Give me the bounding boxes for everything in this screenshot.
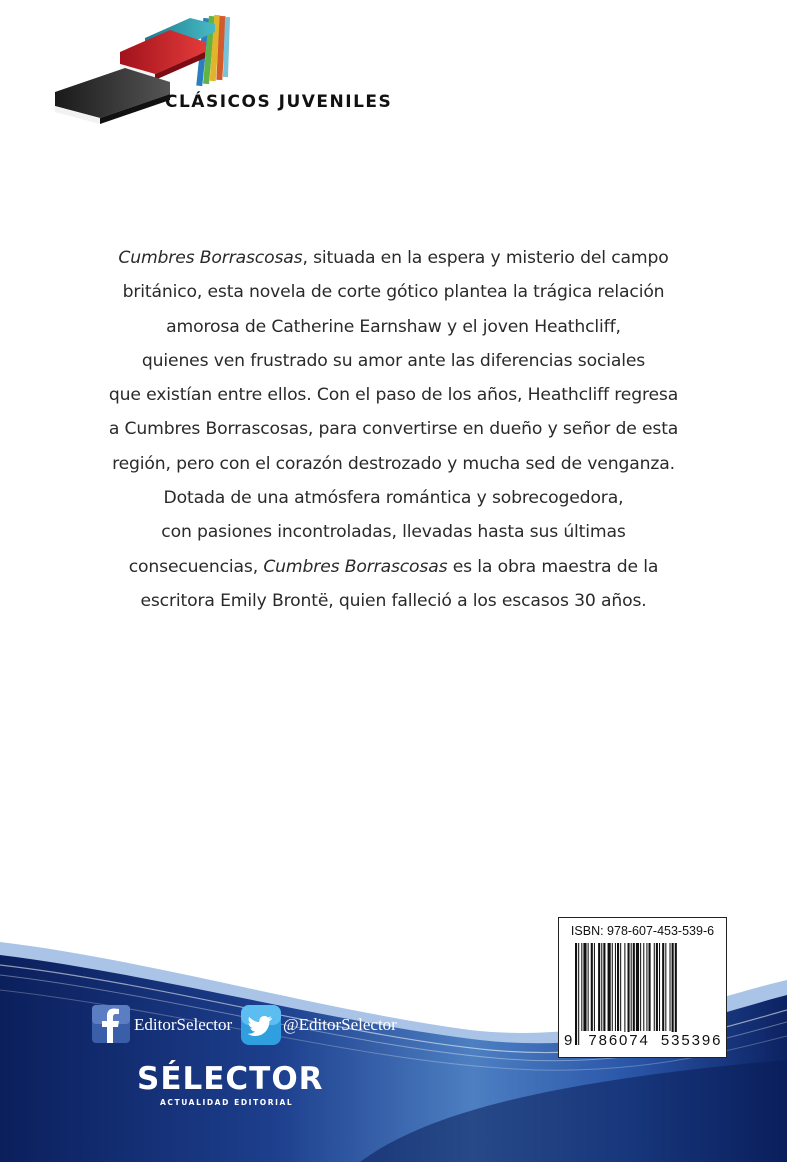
- barcode-bar: [656, 943, 658, 1031]
- barcode-digit-first: 9: [564, 1032, 575, 1049]
- barcode-bar: [581, 943, 582, 1031]
- barcode-bars: [573, 943, 719, 1045]
- barcode-digits: [563, 1032, 723, 1049]
- barcode-bar: [628, 943, 630, 1045]
- twitter-handle: @EditorSelector: [283, 1015, 397, 1034]
- barcode-bar: [591, 943, 593, 1031]
- barcode-bar: [612, 943, 613, 1031]
- facebook-link[interactable]: [92, 1005, 232, 1045]
- barcode-bar: [583, 943, 586, 1031]
- synopsis-line-text: británico, esta novela de corte gótico plantea la trágica relación: [122, 282, 665, 303]
- barcode-bar: [675, 943, 677, 1045]
- barcode-bar: [665, 943, 666, 1031]
- barcode-bar: [617, 943, 619, 1031]
- synopsis-line-text: que existían entre ellos. Con el paso de los años, Heathcliff regresa: [108, 385, 679, 406]
- barcode-bar: [662, 943, 664, 1031]
- barcode-bar: [624, 943, 625, 1045]
- barcode-bar: [654, 943, 655, 1031]
- barcode-bar: [670, 943, 671, 1031]
- synopsis-line-text: amorosa de Catherine Earnshaw y el joven Heathcliff,: [166, 316, 621, 337]
- synopsis-line-text: escritora Emily Brontë, quien falleció a los escasos 30 años.: [140, 590, 647, 611]
- barcode-bar: [620, 943, 621, 1031]
- barcode-bar: [588, 943, 589, 1031]
- isbn-barcode: [558, 917, 727, 1058]
- synopsis-line-text: es la obra maestra de la: [447, 556, 659, 577]
- synopsis-line-lead: consecuencias,: [128, 556, 264, 577]
- barcode-bar: [578, 943, 579, 1045]
- barcode-bar: [631, 943, 632, 1031]
- book-title-italic: Cumbres Borrascosas: [118, 248, 303, 268]
- barcode-bar: [672, 943, 674, 1045]
- synopsis-line-text: , situada en la espera y misterio del campo: [302, 248, 669, 268]
- barcode-bar: [659, 943, 660, 1031]
- barcode-bar: [649, 943, 651, 1031]
- barcode-bar: [646, 943, 647, 1031]
- barcode-bar: [594, 943, 595, 1031]
- facebook-icon: [92, 1005, 132, 1045]
- publisher-tagline: ACTUALIDAD EDITORIAL: [160, 1098, 294, 1107]
- barcode-bar: [601, 943, 602, 1031]
- twitter-bird-icon: [241, 1005, 281, 1045]
- synopsis-line-text: Dotada de una atmósfera romántica y sobrecogedora,: [163, 488, 624, 509]
- barcode-digits-left: 786074: [588, 1032, 650, 1049]
- facebook-handle: EditorSelector: [134, 1015, 233, 1034]
- barcode-bar: [603, 943, 605, 1031]
- synopsis-line-text: a Cumbres Borrascosas, para convertirse en dueño y señor de esta: [108, 419, 679, 440]
- synopsis-line-text: quienes ven frustrado su amor ante las diferencias sociales: [141, 350, 646, 371]
- barcode-bar: [643, 943, 644, 1031]
- barcode-bar: [608, 943, 611, 1031]
- isbn-label: ISBN: 978-607-453-539-6: [570, 924, 715, 938]
- book-title-italic: Cumbres Borrascosas: [263, 556, 448, 577]
- collection-title: CLÁSICOS JUVENILES: [165, 92, 393, 112]
- barcode-bar: [640, 943, 641, 1031]
- barcode-bar: [598, 943, 600, 1031]
- barcode-digits-right: 535396: [660, 1032, 723, 1049]
- barcode-bar: [615, 943, 616, 1031]
- barcode-bar: [633, 943, 635, 1031]
- barcode-bar: [636, 943, 639, 1031]
- synopsis-line-text: región, pero con el corazón destrozado y mucha sed de venganza.: [112, 453, 675, 474]
- synopsis-line-text: con pasiones incontroladas, llevadas hasta sus últimas: [161, 522, 626, 543]
- twitter-link[interactable]: [241, 1005, 397, 1045]
- publisher-logo-name: SÉLECTOR: [137, 1061, 324, 1097]
- barcode-bar: [575, 943, 577, 1045]
